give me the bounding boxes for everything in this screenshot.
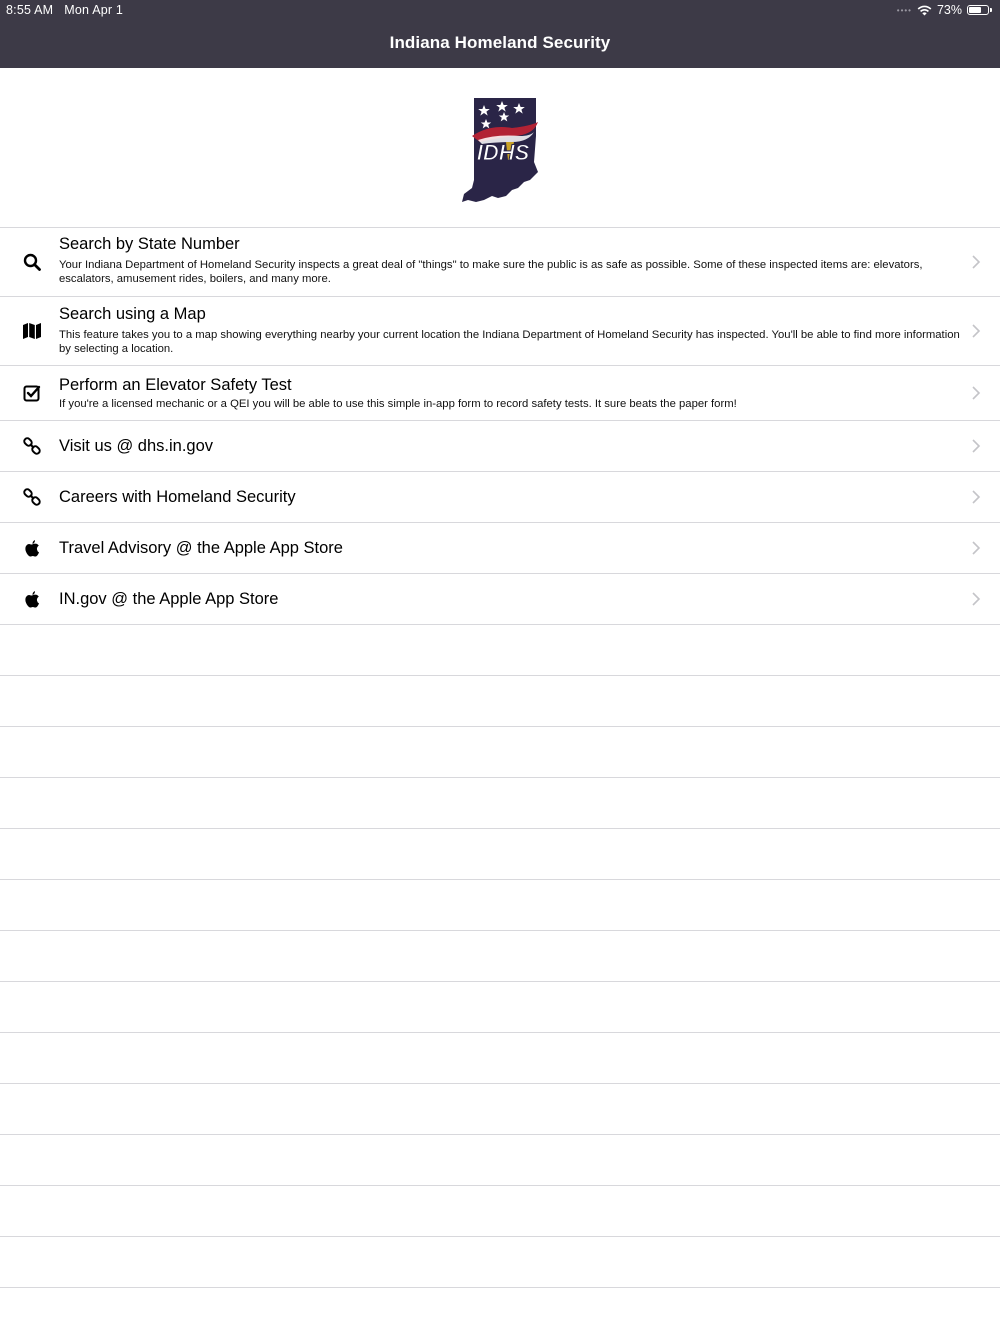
menu-item-elevator-test[interactable] — [0, 366, 1000, 421]
search-icon — [21, 251, 43, 273]
idhs-logo — [460, 96, 546, 204]
logo-text: IDHS — [476, 140, 530, 165]
empty-row — [0, 982, 1000, 1033]
page-title: Indiana Homeland Security — [389, 33, 611, 52]
chevron-right-icon — [970, 324, 982, 338]
empty-row — [0, 1186, 1000, 1237]
empty-row — [0, 1237, 1000, 1288]
menu-item-subtitle: This feature takes you to a map showing everything nearby your current location the Indiana Department of Homeland Security has inspected. You'll be able to find more information by selecting a location. — [59, 329, 960, 355]
signal-icon: •••• — [896, 5, 912, 15]
chevron-right-icon — [970, 386, 982, 400]
empty-row — [0, 1084, 1000, 1135]
menu-item-title: Search using a Map — [59, 305, 206, 323]
menu-item-title: IN.gov @ the Apple App Store — [59, 590, 279, 608]
status-bar-time — [6, 3, 123, 17]
empty-row — [0, 829, 1000, 880]
empty-row — [0, 1033, 1000, 1084]
battery-nub — [990, 8, 992, 12]
chevron-right-icon — [970, 255, 982, 269]
menu-item-search-map[interactable] — [0, 297, 1000, 366]
chevron-right-icon — [970, 490, 982, 504]
menu-item-visit-dhs[interactable] — [0, 421, 1000, 472]
empty-row — [0, 676, 1000, 727]
link-icon — [21, 435, 43, 457]
chevron-right-icon — [970, 439, 982, 453]
chevron-right-icon — [970, 541, 982, 555]
logo-header — [0, 68, 1000, 228]
menu-item-title: Travel Advisory @ the Apple App Store — [59, 539, 343, 557]
menu-item-title: Search by State Number — [59, 235, 240, 253]
empty-row — [0, 880, 1000, 931]
empty-row — [0, 1135, 1000, 1186]
status-date: Mon Apr 1 — [64, 3, 124, 17]
menu-item-in-gov[interactable] — [0, 574, 1000, 625]
checkbox-icon — [21, 382, 43, 404]
battery-percent: 73% — [936, 3, 962, 17]
menu-item-title: Perform an Elevator Safety Test — [59, 376, 292, 394]
battery-icon — [967, 5, 989, 15]
wifi-icon — [917, 5, 932, 16]
menu-item-title: Visit us @ dhs.in.gov — [59, 437, 214, 455]
menu-item-travel-advisory[interactable] — [0, 523, 1000, 574]
link-icon — [21, 486, 43, 508]
empty-row — [0, 778, 1000, 829]
menu-item-title: Careers with Homeland Security — [59, 488, 296, 506]
top-bar — [0, 0, 1000, 68]
menu-item-subtitle: If you're a licensed mechanic or a QEI you will be able to use this simple in-app form to record safety tests. It sure beats the paper form! — [59, 398, 737, 410]
map-icon — [21, 320, 43, 342]
status-time: 8:55 AM — [6, 3, 54, 17]
empty-row — [0, 625, 1000, 676]
chevron-right-icon — [970, 592, 982, 606]
menu-list — [0, 227, 1000, 1288]
menu-item-search-state-number[interactable] — [0, 227, 1000, 297]
menu-item-subtitle: Your Indiana Department of Homeland Security inspects a great deal of "things" to make sure the public is as safe as possible. Some of these inspected items are: elevators, escalators, amusement rides, boilers, and many more. — [59, 259, 923, 285]
apple-icon — [21, 537, 43, 559]
battery-level — [969, 7, 981, 13]
menu-item-careers[interactable] — [0, 472, 1000, 523]
apple-icon — [21, 588, 43, 610]
empty-row — [0, 727, 1000, 778]
status-bar-right — [897, 3, 992, 17]
empty-row — [0, 931, 1000, 982]
